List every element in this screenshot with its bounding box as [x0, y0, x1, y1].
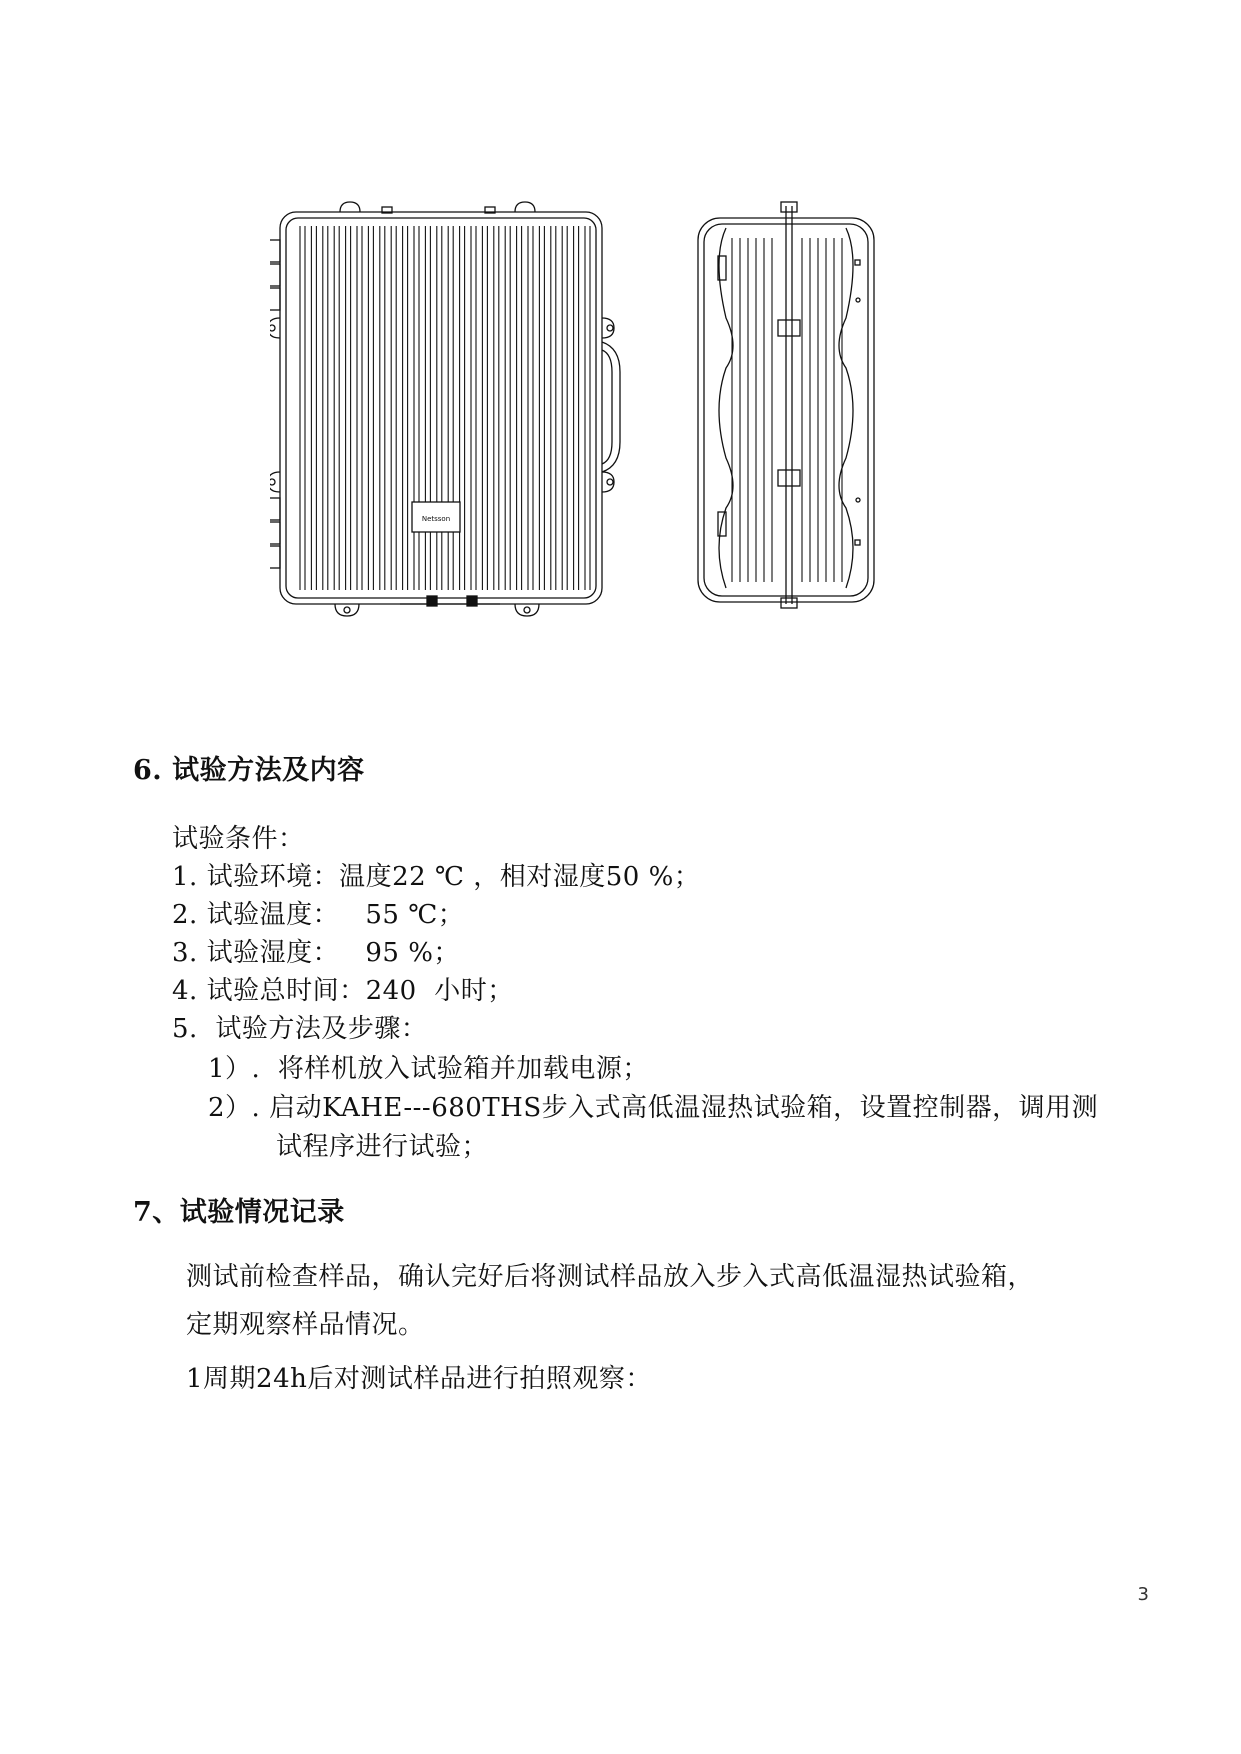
record-paragraph-3: 1周期24h后对测试样品进行拍照观察：: [186, 1364, 652, 1394]
condition-item-1: 1. 试验环境：温度22 ℃ ，相对湿度50 %；: [172, 862, 701, 892]
step-2: 2）. 启动KAHE---680THS步入式高低温湿热试验箱，设置控制器，调用测: [208, 1093, 1099, 1123]
step-2-continued: 试程序进行试验；: [276, 1132, 489, 1162]
device-drawing: [270, 200, 990, 680]
front-view: [270, 202, 620, 616]
step-1: 1）. 将样机放入试验箱并加载电源；: [208, 1054, 649, 1084]
record-paragraph-1: 测试前检查样品，确认完好后将测试样品放入步入式高低温湿热试验箱，: [186, 1262, 1035, 1292]
condition-item-3: 3. 试验湿度： 95 %；: [172, 938, 460, 968]
side-view: [698, 202, 874, 608]
condition-item-5: 5. 试验方法及步骤：: [172, 1014, 428, 1044]
page-number: 3: [1137, 1584, 1149, 1605]
logo-text: Netsson: [421, 515, 451, 523]
conditions-label: 试验条件：: [172, 824, 305, 854]
section-7-heading: 7、试验情况记录: [133, 1197, 345, 1228]
section-6-heading: 6. 试验方法及内容: [133, 755, 365, 786]
condition-item-2: 2. 试验温度： 55 ℃；: [172, 900, 465, 930]
condition-item-4: 4. 试验总时间：240 小时；: [172, 976, 514, 1006]
record-paragraph-2: 定期观察样品情况。: [186, 1310, 425, 1340]
